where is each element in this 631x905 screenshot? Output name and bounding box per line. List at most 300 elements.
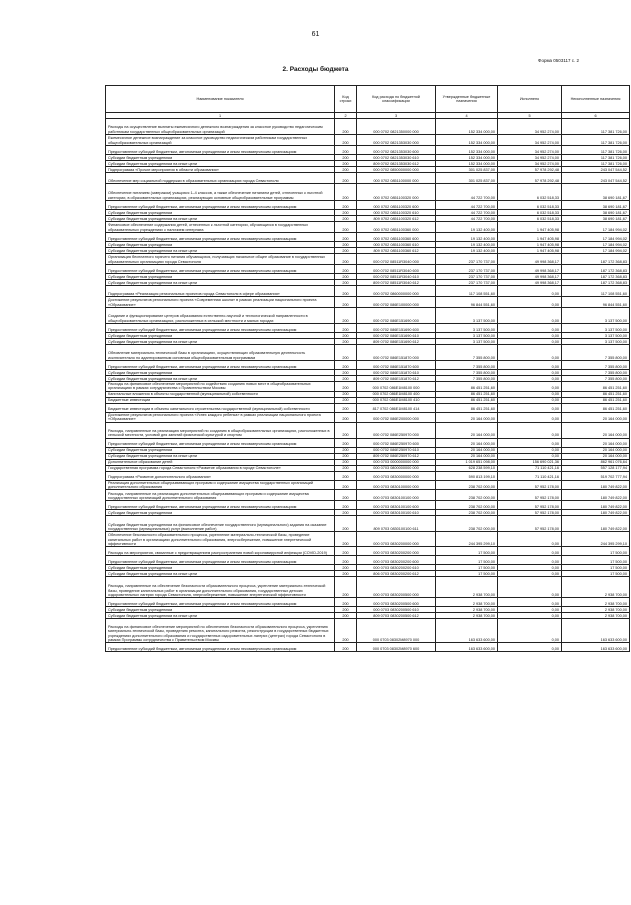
row-approved: 20 164 000,00	[436, 453, 498, 459]
row-remaining: 20 164 000,00	[562, 438, 630, 447]
table-row	[106, 361, 630, 370]
row-approved: 237 170 737,00	[436, 280, 498, 286]
row-line-code: 200	[335, 471, 357, 480]
row-kbk: 000 0702 086E250970 000	[357, 422, 436, 438]
row-approved: 152 334 000,00	[436, 135, 498, 146]
row-line-code: 200	[335, 547, 357, 556]
row-kbk: 000 0702 0860000000 000	[357, 286, 436, 297]
row-kbk: 000 0703 0830200500 600	[357, 598, 436, 607]
row-kbk: 000 0702 08511R3040 610	[357, 274, 436, 280]
row-kbk: 000 0702 086E200000 000	[357, 412, 436, 422]
row-remaining: 163 633 600,00	[562, 643, 630, 652]
row-approved: 19 132 400,00	[436, 248, 498, 254]
table-row	[106, 547, 630, 556]
row-name: Субсидии бюджетным учреждениям на финансовое обеспечение государственного (муниципального) задания на оказание государственных (муниципальных) услуг (выполнение работ)	[106, 516, 335, 532]
row-name: Бюджетные инвестиции	[106, 397, 335, 403]
row-kbk: 809 0702 08511R3040 612	[357, 280, 436, 286]
row-kbk: 000 0702 0851100000 000	[357, 173, 436, 184]
row-line-code: 200	[335, 565, 357, 571]
row-executed: 0,00	[498, 370, 562, 376]
row-line-code: 200	[335, 465, 357, 471]
row-line-code: 200	[335, 577, 357, 598]
row-executed: 6 032 518,33	[498, 184, 562, 201]
table-row	[106, 438, 630, 447]
row-name: Субсидии бюджетным учреждениям на иные цели	[106, 376, 335, 382]
row-line-code: 200	[335, 324, 357, 333]
row-remaining: 20 164 000,00	[562, 422, 630, 438]
row-executed: 57 952 178,00	[498, 490, 562, 501]
row-line-code: 200	[335, 361, 357, 370]
row-line-code: 200	[335, 438, 357, 447]
row-approved: 237 170 737,00	[436, 265, 498, 274]
row-kbk: 000 0703 0830100000 000	[357, 480, 436, 490]
row-executed: 0,00	[498, 613, 562, 619]
table-body	[106, 119, 630, 652]
row-remaining: 17 500,00	[562, 565, 630, 571]
row-line-code: 200	[335, 345, 357, 361]
row-name: Субсидии бюджетным учреждениям	[106, 510, 335, 516]
row-kbk: 000 0702 086E151870 600	[357, 361, 436, 370]
row-approved: 19 132 400,00	[436, 242, 498, 248]
row-name: Создание и функционирование центров образования естественно-научной и технологической направленности в общеобразовательных организациях, расположенных в сельской местности и малых городах	[106, 308, 335, 324]
row-remaining: 38 690 181,67	[562, 216, 630, 222]
row-approved: 7 355 800,00	[436, 376, 498, 382]
row-approved: 163 633 600,00	[436, 619, 498, 643]
row-approved: 163 633 600,00	[436, 643, 498, 652]
row-kbk: 000 0702 08511R3040 000	[357, 254, 436, 265]
row-kbk: 000 0703 0830100100 600	[357, 501, 436, 510]
row-executed: 34 952 274,00	[498, 135, 562, 146]
row-line-code: 200	[335, 382, 357, 392]
row-name: Субсидии бюджетным учреждениям	[106, 210, 335, 216]
row-executed: 0,00	[498, 297, 562, 308]
header-kbk: Код расхода по бюджетной классификации	[357, 86, 436, 113]
row-name: Подпрограмма «Реализация региональных проектов города Севастополя в сфере образования»	[106, 286, 335, 297]
row-name: Достижение результатов регионального проекта «Успех каждого ребенка» в рамках реализации национального проекта «Образование»	[106, 412, 335, 422]
header-name: Наименование показателя	[106, 86, 335, 113]
table-row	[106, 382, 630, 392]
row-name: Расходы, направленные на реализацию мероприятий по созданию в общеобразовательных организациях, расположенных в сельской местности, условий для занятий физической культурой и спортом	[106, 422, 335, 438]
row-name: Субсидии бюджетным учреждениям	[106, 565, 335, 571]
row-line-code: 200	[335, 422, 357, 438]
row-name: Обеспечение безопасности образовательного процесса, укрепление материально-технической базы, проведение капитальных работ в организациях дополнительного образования, энергосбережение, повышение энергетической эффективности	[106, 532, 335, 547]
row-approved: 86 451 251,60	[436, 391, 498, 397]
row-executed: 0,00	[498, 532, 562, 547]
row-name: Подпрограмма «Развитие дополнительного образования»	[106, 471, 335, 480]
row-executed: 0,00	[498, 376, 562, 382]
row-name: Предоставление субсидий бюджетным, автономным учреждениям и иным некоммерческим организациям	[106, 438, 335, 447]
table-row	[106, 556, 630, 565]
row-name: Предоставление субсидий бюджетным, автономным учреждениям и иным некоммерческим организациям	[106, 324, 335, 333]
row-remaining: 17 500,00	[562, 547, 630, 556]
row-line-code: 200	[335, 216, 357, 222]
row-remaining: 86 451 251,60	[562, 403, 630, 412]
row-name: Предоставление субсидий бюджетным, автономным учреждениям и иным некоммерческим организациям	[106, 201, 335, 210]
row-name: Достижение результатов регионального проекта «Современная школа» в рамках реализации национального проекта «Образование»	[106, 297, 335, 308]
form-label: Форма 0503117 с. 2	[538, 58, 579, 63]
row-kbk: 000 0702 086E250970 610	[357, 447, 436, 453]
row-name: Субсидии бюджетным учреждениям на иные цели	[106, 280, 335, 286]
row-remaining: 557 128 177,94	[562, 465, 630, 471]
table-row	[106, 516, 630, 532]
row-line-code: 200	[335, 146, 357, 155]
row-line-code: 200	[335, 254, 357, 265]
row-remaining: 17 500,00	[562, 571, 630, 577]
row-approved: 238 702 000,00	[436, 490, 498, 501]
row-executed: 0,00	[498, 403, 562, 412]
row-kbk: 806 0703 0830200200 612	[357, 571, 436, 577]
row-executed: 1 947 405,98	[498, 248, 562, 254]
row-remaining: 17 184 994,02	[562, 248, 630, 254]
row-kbk: 000 0702 086E1М8100 400	[357, 391, 436, 397]
row-executed: 34 952 274,00	[498, 161, 562, 167]
row-remaining: 117 381 726,00	[562, 146, 630, 155]
row-name: Предоставление субсидий бюджетным, автономным учреждениям и иным некоммерческим организациям	[106, 265, 335, 274]
column-number: 1	[106, 113, 335, 119]
row-line-code: 200	[335, 167, 357, 173]
row-remaining: 7 355 800,00	[562, 361, 630, 370]
row-line-code: 200	[335, 173, 357, 184]
row-approved: 7 355 800,00	[436, 361, 498, 370]
table-row	[106, 480, 630, 490]
row-kbk: 809 0702 0851100320 612	[357, 216, 436, 222]
row-remaining: 3 137 500,00	[562, 339, 630, 345]
row-approved: 244 395 299,10	[436, 532, 498, 547]
row-executed: 0,00	[498, 438, 562, 447]
column-number: 6	[562, 113, 630, 119]
row-approved: 2 938 700,00	[436, 598, 498, 607]
row-remaining: 96 844 551,60	[562, 297, 630, 308]
table-row	[106, 308, 630, 324]
row-name: Предоставление субсидий бюджетным, автономным учреждениям и иным некоммерческим организациям	[106, 146, 335, 155]
table-row	[106, 233, 630, 242]
row-remaining: 3 137 500,00	[562, 308, 630, 324]
row-remaining: 519 702 777,94	[562, 471, 630, 480]
row-remaining: 180 749 822,00	[562, 480, 630, 490]
table-row	[106, 598, 630, 607]
row-executed: 0,00	[498, 619, 562, 643]
table-row	[106, 324, 630, 333]
row-line-code: 200	[335, 155, 357, 161]
row-approved: 44 722 700,00	[436, 210, 498, 216]
table-row	[106, 345, 630, 361]
row-executed: 0,00	[498, 565, 562, 571]
row-approved: 2 938 700,00	[436, 613, 498, 619]
table-row	[106, 471, 630, 480]
table-row	[106, 146, 630, 155]
table-row	[106, 201, 630, 210]
row-executed: 57 952 178,00	[498, 501, 562, 510]
row-approved: 3 137 500,00	[436, 333, 498, 339]
row-name: Предоставление субсидий бюджетным, автономным учреждениям и иным некоммерческим организациям	[106, 556, 335, 565]
row-kbk: 000 0702 0851100360 000	[357, 222, 436, 233]
row-name: Предоставление субсидий бюджетным, автономным учреждениям и иным некоммерческим организациям	[106, 501, 335, 510]
row-name: Предоставление субсидий бюджетным, автономным учреждениям и иным некоммерческим организациям	[106, 233, 335, 242]
row-approved: 20 164 000,00	[436, 422, 498, 438]
row-approved: 238 702 000,00	[436, 510, 498, 516]
row-approved: 301 025 837,00	[436, 167, 498, 173]
row-line-code: 200	[335, 391, 357, 397]
row-approved: 628 238 599,10	[436, 465, 498, 471]
row-kbk: 000 0702 086E151870 000	[357, 345, 436, 361]
row-executed: 6 032 518,33	[498, 210, 562, 216]
row-executed: 0,00	[498, 412, 562, 422]
row-name: Ежемесячное денежное вознаграждение за классное руководство педагогическим работникам государственных общеобразовательных организаций	[106, 135, 335, 146]
table-row	[106, 173, 630, 184]
row-line-code: 200	[335, 286, 357, 297]
row-line-code: 200	[335, 598, 357, 607]
row-name: Субсидии бюджетным учреждениям на иные цели	[106, 571, 335, 577]
row-executed: 57 978 292,48	[498, 173, 562, 184]
row-executed: 0,00	[498, 339, 562, 345]
row-line-code: 200	[335, 248, 357, 254]
row-approved: 2 938 700,00	[436, 577, 498, 598]
row-remaining: 2 938 700,00	[562, 577, 630, 598]
row-name: Реализация дополнительных общеразвивающих программ и содержание имущества государственных организаций дополнительного образования	[106, 480, 335, 490]
row-kbk: 000 0702 0851100360 600	[357, 233, 436, 242]
row-approved: 17 500,00	[436, 556, 498, 565]
row-executed: 1 947 405,98	[498, 233, 562, 242]
row-remaining: 38 690 181,67	[562, 210, 630, 216]
row-remaining: 86 451 251,60	[562, 391, 630, 397]
page-number: 61	[311, 31, 320, 38]
table-row	[106, 403, 630, 412]
row-approved: 237 170 737,00	[436, 274, 498, 280]
row-line-code: 200	[335, 403, 357, 412]
row-line-code: 200	[335, 501, 357, 510]
table-row	[106, 577, 630, 598]
row-remaining: 244 395 299,10	[562, 532, 630, 547]
row-kbk: 000 0703 08302М8970 600	[357, 643, 436, 652]
row-kbk: 000 0703 0830200200 000	[357, 547, 436, 556]
row-line-code: 200	[335, 201, 357, 210]
row-kbk: 000 0703 0830200000 000	[357, 532, 436, 547]
row-remaining: 180 749 822,00	[562, 501, 630, 510]
row-kbk: 000 0702 0851100360 610	[357, 242, 436, 248]
row-executed: 0,00	[498, 324, 562, 333]
row-kbk: 809 0702 086E250970 612	[357, 453, 436, 459]
row-approved: 152 334 000,00	[436, 119, 498, 135]
row-executed: 0,00	[498, 571, 562, 577]
row-remaining: 117 108 551,60	[562, 286, 630, 297]
row-line-code: 200	[335, 376, 357, 382]
row-executed: 0,00	[498, 361, 562, 370]
row-line-code: 200	[335, 135, 357, 146]
row-line-code: 200	[335, 412, 357, 422]
row-name: Субсидии бюджетным учреждениям на иные цели	[106, 453, 335, 459]
table-row	[106, 532, 630, 547]
row-remaining: 117 381 726,00	[562, 119, 630, 135]
row-approved: 117 108 551,60	[436, 286, 498, 297]
row-line-code: 200	[335, 339, 357, 345]
row-kbk: 000 0703 0830000000 000	[357, 471, 436, 480]
row-approved: 7 355 800,00	[436, 345, 498, 361]
row-approved: 17 500,00	[436, 571, 498, 577]
row-approved: 152 334 000,00	[436, 155, 498, 161]
row-line-code: 200	[335, 274, 357, 280]
row-kbk: 000 0702 0821353030 600	[357, 146, 436, 155]
row-line-code: 200	[335, 453, 357, 459]
row-executed: 0,00	[498, 453, 562, 459]
row-approved: 20 164 000,00	[436, 447, 498, 453]
row-approved: 86 451 251,60	[436, 403, 498, 412]
row-remaining: 117 381 726,00	[562, 155, 630, 161]
row-name: Субсидии бюджетным учреждениям	[106, 333, 335, 339]
row-kbk: 809 0703 0830200500 612	[357, 613, 436, 619]
row-approved: 17 500,00	[436, 547, 498, 556]
row-name: Финансовое обеспечение содержания детей, отнесенных к льготной категории, обучающихся в государственных образовательных учреждениях с наличием интерната	[106, 222, 335, 233]
row-executed: 49 998 368,17	[498, 265, 562, 274]
row-approved: 301 025 837,00	[436, 173, 498, 184]
row-approved: 19 132 400,00	[436, 233, 498, 242]
row-line-code: 200	[335, 222, 357, 233]
row-remaining: 20 164 000,00	[562, 453, 630, 459]
row-name: Субсидии бюджетным учреждениям на иные цели	[106, 613, 335, 619]
row-name: Расходы на мероприятия, связанные с предотвращением распространения новой коронавирусной инфекции (COVID-2019)	[106, 547, 335, 556]
row-remaining: 187 172 368,83	[562, 274, 630, 280]
row-executed: 0,00	[498, 577, 562, 598]
row-approved: 20 164 000,00	[436, 412, 498, 422]
row-remaining: 187 172 368,83	[562, 265, 630, 274]
row-name: Расходы, направленные на обеспечение безопасности образовательного процесса, укрепление материально-технической базы, проведение капитальных работ в организации дополнительного образования, государственных детских оздоровительных лагерях города Севастополя, энергосбережение, повышение энергетической эффективности	[106, 577, 335, 598]
row-approved: 3 137 500,00	[436, 308, 498, 324]
row-executed: 57 952 178,00	[498, 510, 562, 516]
row-executed: 0,00	[498, 308, 562, 324]
table-row	[106, 412, 630, 422]
row-remaining: 180 749 822,00	[562, 516, 630, 532]
row-executed: 0,00	[498, 607, 562, 613]
row-line-code: 200	[335, 308, 357, 324]
row-remaining: 3 137 500,00	[562, 324, 630, 333]
row-remaining: 2 938 700,00	[562, 607, 630, 613]
row-name: Предоставление субсидий бюджетным, автономным учреждениям и иным некоммерческим организациям	[106, 643, 335, 652]
row-approved: 152 334 000,00	[436, 161, 498, 167]
row-line-code: 200	[335, 516, 357, 532]
row-executed: 0,00	[498, 345, 562, 361]
row-line-code: 200	[335, 619, 357, 643]
row-name: Капитальные вложения в объекты государственной (муниципальной) собственности	[106, 391, 335, 397]
row-approved: 238 702 000,00	[436, 480, 498, 490]
row-remaining: 7 355 800,00	[562, 370, 630, 376]
row-kbk: 817 0702 086E1М8100 414	[357, 403, 436, 412]
row-line-code: 200	[335, 571, 357, 577]
row-name: Предоставление субсидий бюджетным, автономным учреждениям и иным некоммерческим организациям	[106, 361, 335, 370]
row-executed: 57 952 178,00	[498, 480, 562, 490]
row-kbk: 000 0702 0850000000 000	[357, 167, 436, 173]
row-approved: 44 722 700,00	[436, 201, 498, 210]
row-line-code: 200	[335, 607, 357, 613]
row-executed: 57 952 178,00	[498, 516, 562, 532]
row-name: Расходы, направленные на реализацию дополнительных общеразвивающих программ и содержание имущества государственных организаций дополнительного образования	[106, 490, 335, 501]
row-name: Субсидии бюджетным учреждениям	[106, 242, 335, 248]
row-remaining: 243 047 544,52	[562, 173, 630, 184]
row-remaining: 180 749 822,00	[562, 510, 630, 516]
row-line-code: 200	[335, 210, 357, 216]
row-line-code: 200	[335, 184, 357, 201]
row-name: Государственная программа города Севастополя «Развитие образования в городе Севастополе»	[106, 465, 335, 471]
row-name: Субсидии бюджетным учреждениям	[106, 370, 335, 376]
row-kbk: 000 0703 0830200200 610	[357, 565, 436, 571]
row-kbk: 000 0703 0000000000 000	[357, 459, 436, 465]
table-row	[106, 490, 630, 501]
row-kbk: 000 0702 08511R3040 600	[357, 265, 436, 274]
row-approved: 19 132 400,00	[436, 222, 498, 233]
row-remaining: 163 633 600,00	[562, 619, 630, 643]
column-number: 5	[498, 113, 562, 119]
row-name: Субсидии бюджетным учреждениям	[106, 607, 335, 613]
row-executed: 1 947 405,98	[498, 242, 562, 248]
row-approved: 86 451 251,60	[436, 382, 498, 392]
table-row	[106, 184, 630, 201]
row-executed: 34 952 274,00	[498, 155, 562, 161]
row-approved: 7 355 800,00	[436, 370, 498, 376]
row-approved: 237 170 737,00	[436, 254, 498, 265]
column-number: 4	[436, 113, 498, 119]
row-line-code: 200	[335, 490, 357, 501]
table-row	[106, 265, 630, 274]
row-remaining: 17 184 994,02	[562, 233, 630, 242]
header-approved: Утвержденные бюджетные назначения	[436, 86, 498, 113]
row-kbk: 000 0702 086E1М8100 000	[357, 382, 436, 392]
row-line-code: 200	[335, 613, 357, 619]
row-line-code: 200	[335, 242, 357, 248]
row-executed: 0,00	[498, 547, 562, 556]
row-remaining: 38 690 181,67	[562, 201, 630, 210]
row-executed: 49 998 368,17	[498, 254, 562, 265]
row-executed: 0,00	[498, 333, 562, 339]
row-remaining: 187 172 368,83	[562, 280, 630, 286]
table-row	[106, 254, 630, 265]
header-remaining: Неисполненные назначения	[562, 86, 630, 113]
row-line-code: 200	[335, 297, 357, 308]
row-line-code: 200	[335, 532, 357, 547]
row-executed: 6 032 518,33	[498, 201, 562, 210]
row-executed: 0,00	[498, 598, 562, 607]
table-row	[106, 222, 630, 233]
row-executed: 0,00	[498, 286, 562, 297]
row-line-code: 200	[335, 556, 357, 565]
row-kbk: 000 0702 0821353030 000	[357, 135, 436, 146]
row-approved: 152 334 000,00	[436, 146, 498, 155]
row-kbk: 000 0703 0830200500 000	[357, 577, 436, 598]
row-kbk: 000 0702 086E151690 600	[357, 324, 436, 333]
table-row	[106, 643, 630, 652]
row-kbk: 000 0702 086E100000 000	[357, 297, 436, 308]
row-remaining: 7 355 800,00	[562, 345, 630, 361]
table-row	[106, 119, 630, 135]
row-executed: 34 952 274,00	[498, 119, 562, 135]
row-kbk: 809 0703 0830100100 611	[357, 516, 436, 532]
row-executed: 6 032 518,33	[498, 216, 562, 222]
row-name: Обеспечение мер социальной поддержки в образовательных организациях города Севастополя	[106, 173, 335, 184]
row-remaining: 243 047 544,52	[562, 167, 630, 173]
row-name: Расходы на осуществление выплаты ежемесячного денежного вознаграждения за классное руководство педагогическим работникам государственных общеобразовательных организаций	[106, 119, 335, 135]
row-kbk: 000 0703 08302М8970 000	[357, 619, 436, 643]
row-remaining: 17 500,00	[562, 556, 630, 565]
row-name: Подпрограмма «Прочие мероприятия в области образования»	[106, 167, 335, 173]
expenses-table	[105, 85, 630, 652]
row-remaining: 180 749 822,00	[562, 490, 630, 501]
row-executed: 0,00	[498, 447, 562, 453]
table-header-row	[106, 86, 630, 113]
row-approved: 17 500,00	[436, 565, 498, 571]
row-executed: 71 110 421,16	[498, 465, 562, 471]
row-executed: 0,00	[498, 422, 562, 438]
row-line-code: 200	[335, 447, 357, 453]
row-line-code: 200	[335, 119, 357, 135]
header-executed: Исполнено	[498, 86, 562, 113]
row-line-code: 200	[335, 161, 357, 167]
